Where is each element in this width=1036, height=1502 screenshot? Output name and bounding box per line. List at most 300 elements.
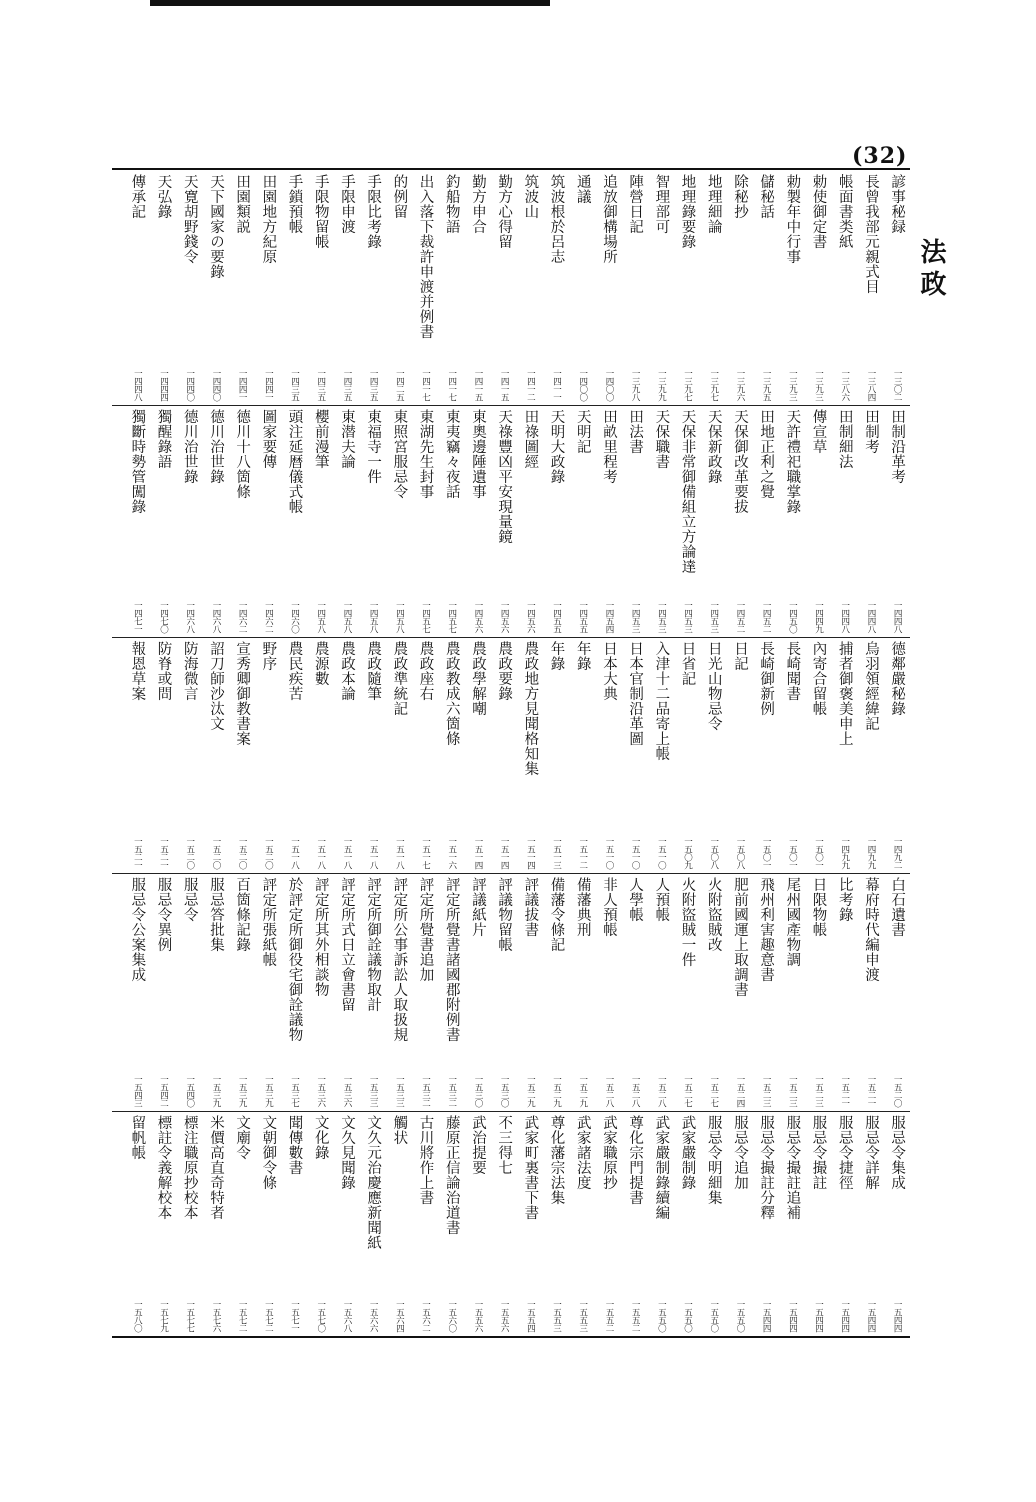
entry-page-number: 一五七二 [237, 1300, 248, 1332]
entry-page-number: 一五二七 [708, 1075, 719, 1107]
index-entry [596, 174, 622, 401]
entry-title: 人預帳 [653, 877, 670, 922]
entry-title: 櫻前漫筆 [312, 409, 329, 469]
entry-page-number: 一四三五 [368, 369, 379, 401]
index-entry [805, 641, 831, 869]
entry-title: 地理細論 [705, 174, 722, 234]
index-entry [779, 174, 805, 401]
entry-title: 評定所覺書諸國郡附例書 [443, 877, 460, 1042]
entry-page-number: 一五三〇 [472, 1075, 483, 1107]
entry-page-number: 一四一一 [551, 369, 562, 401]
index-band [112, 637, 910, 873]
entry-title: 防脊或問 [155, 641, 172, 701]
index-entry [596, 877, 622, 1107]
entry-title: 聞傳數書 [286, 1115, 303, 1175]
entry-title: 筑波根於呂志 [548, 174, 565, 264]
page-number: (32) [852, 143, 908, 169]
entry-page-number: 一四五八 [394, 601, 405, 633]
entry-title: 獨醒錄語 [155, 409, 172, 469]
index-entry [150, 409, 176, 633]
entry-title: 農政座右 [417, 641, 434, 701]
entry-title: 獨斷時勢管闖錄 [129, 409, 146, 514]
entry-page-number: 一四五三 [682, 601, 693, 633]
index-entry [831, 1115, 857, 1332]
entry-page-number: 一四五八 [368, 601, 379, 633]
index-entry [831, 877, 857, 1107]
entry-page-number: 一五三二 [446, 1075, 457, 1107]
entry-page-number: 一五一二 [577, 837, 588, 869]
index-entry [596, 1115, 622, 1332]
entry-title: 服忌令撮註追補 [784, 1115, 801, 1220]
index-table [112, 168, 910, 1338]
entry-title: 白石遺書 [889, 877, 906, 937]
entry-title: 服忌令追加 [731, 1115, 748, 1190]
entry-page-number: 一五四四 [761, 1300, 772, 1332]
index-entry [622, 409, 648, 633]
entry-title: 服忌令異例 [155, 877, 172, 952]
index-entry [517, 409, 543, 633]
entry-page-number: 一四五六 [499, 601, 510, 633]
entry-page-number: 一五二〇 [184, 837, 195, 869]
index-entry [491, 641, 517, 869]
index-entry [517, 877, 543, 1107]
index-entry [753, 174, 779, 401]
entry-page-number: 一五一四 [472, 837, 483, 869]
entry-page-number: 一五二三 [761, 1075, 772, 1107]
index-entry [203, 1115, 229, 1332]
entry-page-number: 一四五六 [525, 601, 536, 633]
entry-page-number: 一四五二 [734, 601, 745, 633]
entry-title: 陣營日記 [627, 174, 644, 234]
entry-page-number: 一五二九 [551, 1075, 562, 1107]
index-entry [622, 1115, 648, 1332]
entry-page-number: 一五二三 [787, 1075, 798, 1107]
entry-title: 田地正利之覺 [758, 409, 775, 499]
entry-page-number: 一四六八 [210, 601, 221, 633]
entry-page-number: 一四四一 [263, 369, 274, 401]
entry-title: 農民疾苦 [286, 641, 303, 701]
index-entry [779, 641, 805, 869]
entry-title: 頭注延暦儀式帳 [286, 409, 303, 514]
entry-title: 天保御改革要拔 [731, 409, 748, 514]
index-entry [412, 641, 438, 869]
index-entry [858, 174, 884, 401]
entry-title: 宣秀卿御教書案 [234, 641, 251, 746]
entry-page-number: 一四五〇 [787, 601, 798, 633]
index-entry [360, 641, 386, 869]
index-entry [124, 641, 150, 869]
index-entry [203, 174, 229, 401]
entry-page-number: 一五一〇 [656, 837, 667, 869]
entry-page-number: 一四五七 [420, 601, 431, 633]
entry-title: 文朝御令條 [260, 1115, 277, 1190]
entry-page-number: 一四五四 [603, 601, 614, 633]
entry-title: 內寄合留帳 [810, 641, 827, 716]
entry-page-number: 一四〇〇 [603, 369, 614, 401]
entry-title: 東奧邊陲遺事 [469, 409, 486, 499]
index-entry [831, 409, 857, 633]
entry-title: 文久元治慶應新聞紙 [365, 1115, 382, 1250]
entry-page-number: 一五三九 [263, 1075, 274, 1107]
entry-title: 田法書 [627, 409, 644, 454]
entry-title: 肥前國運上取調書 [731, 877, 748, 997]
entry-page-number: 一五一八 [315, 837, 326, 869]
index-band [112, 873, 910, 1111]
entry-page-number: 一三九九 [656, 369, 667, 401]
entry-title: 天寛胡野錢令 [181, 174, 198, 264]
entry-page-number: 一四六〇 [289, 601, 300, 633]
entry-page-number: 一四六八 [184, 601, 195, 633]
index-entry [124, 174, 150, 401]
index-entry [124, 877, 150, 1107]
index-entry [779, 1115, 805, 1332]
index-entry [700, 641, 726, 869]
entry-page-number: 一五〇八 [734, 837, 745, 869]
entry-page-number: 一五一八 [368, 837, 379, 869]
entry-title: 幕府時代編申渡 [862, 877, 879, 982]
index-entry [700, 409, 726, 633]
index-entry [543, 641, 569, 869]
entry-page-number: 一四四〇 [210, 369, 221, 401]
entry-title: 東照宮服忌令 [391, 409, 408, 499]
entry-page-number: 一五〇一 [761, 837, 772, 869]
entry-page-number: 一五二〇 [892, 1075, 903, 1107]
index-entry [727, 1115, 753, 1332]
entry-page-number: 一五七七 [184, 1300, 195, 1332]
index-entry [386, 877, 412, 1107]
index-entry [727, 409, 753, 633]
entry-title: 長崎聞書 [784, 641, 801, 701]
index-entry [412, 1115, 438, 1332]
index-entry [438, 409, 464, 633]
index-entry [465, 409, 491, 633]
entry-page-number: 一四七〇 [158, 601, 169, 633]
entry-title: 農政準統記 [391, 641, 408, 716]
index-entry [281, 409, 307, 633]
entry-page-number: 一三〇二 [892, 369, 903, 401]
index-entry [700, 1115, 726, 1332]
entry-page-number: 一五二八 [630, 1075, 641, 1107]
index-entry [569, 641, 595, 869]
entry-page-number: 一四二五 [394, 369, 405, 401]
entry-title: 農政隨筆 [365, 641, 382, 701]
entry-page-number: 一五一八 [394, 837, 405, 869]
index-entry [412, 877, 438, 1107]
entry-page-number: 一五五四 [525, 1300, 536, 1332]
entry-page-number: 一五二〇 [263, 837, 274, 869]
entry-title: 備藩典刑 [574, 877, 591, 937]
index-entry [229, 641, 255, 869]
entry-title: 農政要錄 [496, 641, 513, 701]
entry-page-number: 一五四四 [892, 1300, 903, 1332]
index-entry [805, 174, 831, 401]
index-entry [674, 409, 700, 633]
index-entry [674, 877, 700, 1107]
section-label: 法政 [916, 238, 946, 302]
index-entry [150, 1115, 176, 1332]
entry-title: 評定所其外相談物 [312, 877, 329, 997]
index-entry [622, 877, 648, 1107]
entry-title: 藤原正信論治道書 [443, 1115, 460, 1235]
entry-page-number: 一五七九 [158, 1300, 169, 1332]
entry-title: 服忌令詳解 [862, 1115, 879, 1190]
entry-title: 諺事秘録 [889, 174, 906, 234]
entry-page-number: 一五五〇 [734, 1300, 745, 1332]
index-entry [622, 174, 648, 401]
index-entry [386, 409, 412, 633]
index-entry [884, 641, 910, 869]
entry-page-number: 一五〇八 [708, 837, 719, 869]
entry-title: 勅製年中行事 [784, 174, 801, 264]
entry-title: 東潜夫論 [338, 409, 355, 469]
entry-page-number: 一四五三 [708, 601, 719, 633]
entry-title: 田園類説 [234, 174, 251, 234]
index-entry [805, 877, 831, 1107]
index-entry [858, 641, 884, 869]
index-entry [622, 641, 648, 869]
index-entry [386, 641, 412, 869]
index-entry [438, 877, 464, 1107]
entry-page-number: 一四五三 [656, 601, 667, 633]
index-entry [203, 641, 229, 869]
index-entry [281, 174, 307, 401]
entry-title: 田制考 [862, 409, 879, 454]
entry-title: 天保新政錄 [705, 409, 722, 484]
index-band [112, 1111, 910, 1336]
index-entry [648, 409, 674, 633]
entry-title: 帳面書类紙 [836, 174, 853, 249]
index-entry [831, 174, 857, 401]
index-entry [176, 1115, 202, 1332]
index-entry [491, 1115, 517, 1332]
index-entry [386, 174, 412, 401]
entry-title: 武家町裏書下書 [522, 1115, 539, 1220]
entry-page-number: 一五五〇 [682, 1300, 693, 1332]
entry-page-number: 一五二一 [839, 1075, 850, 1107]
entry-title: 尾州國產物調 [784, 877, 801, 967]
entry-page-number: 一五三七 [289, 1075, 300, 1107]
entry-page-number: 一五二〇 [210, 837, 221, 869]
entry-title: 文久見聞錄 [338, 1115, 355, 1190]
index-entry [700, 174, 726, 401]
index-entry [307, 1115, 333, 1332]
entry-title: 年錄 [548, 641, 565, 671]
index-entry [438, 1115, 464, 1332]
entry-title: 服忌令 [181, 877, 198, 922]
entry-title: 留帆帳 [129, 1115, 146, 1160]
index-entry [203, 409, 229, 633]
entry-title: 評議拔書 [522, 877, 539, 937]
entry-title: 天祿豐凶平安現量鏡 [496, 409, 513, 544]
index-entry [334, 1115, 360, 1332]
entry-title: 火附盜賊一件 [679, 877, 696, 967]
entry-page-number: 一五七六 [210, 1300, 221, 1332]
index-entry [386, 1115, 412, 1332]
entry-title: 服忌令撮註 [810, 1115, 827, 1190]
entry-title: 捕者御褒美申上 [836, 641, 853, 746]
entry-title: 天保非常御備組立方論達 [679, 409, 696, 574]
index-entry [543, 877, 569, 1107]
entry-page-number: 一五六二 [420, 1300, 431, 1332]
entry-title: 非人預帳 [600, 877, 617, 937]
entry-page-number: 一四五八 [315, 601, 326, 633]
entry-title: 人學帳 [627, 877, 644, 922]
index-entry [753, 1115, 779, 1332]
entry-page-number: 一四四四 [158, 369, 169, 401]
entry-title: 圖家要傳 [260, 409, 277, 469]
entry-title: 詔刀師沙汰文 [207, 641, 224, 731]
entry-title: 農源數 [312, 641, 329, 686]
entry-page-number: 一四五五 [577, 601, 588, 633]
entry-page-number: 一五四二 [158, 1075, 169, 1107]
entry-page-number: 一五三〇 [499, 1075, 510, 1107]
entry-title: 手限申渡 [338, 174, 355, 234]
index-entry [229, 877, 255, 1107]
entry-title: 勤方心得留 [496, 174, 513, 249]
entry-page-number: 一四五三 [630, 601, 641, 633]
entry-title: 服忌令集成 [889, 1115, 906, 1190]
entry-page-number: 一五〇九 [682, 837, 693, 869]
entry-page-number: 一五一四 [499, 837, 510, 869]
entry-title: 日限物帳 [810, 877, 827, 937]
entry-page-number: 一三八六 [839, 369, 850, 401]
entry-page-number: 一四〇〇 [577, 369, 588, 401]
index-band [112, 405, 910, 637]
entry-title: 東福寺一件 [365, 409, 382, 484]
index-entry [491, 409, 517, 633]
index-entry [255, 641, 281, 869]
entry-page-number: 一五六六 [368, 1300, 379, 1332]
entry-title: 武治提要 [469, 1115, 486, 1175]
entry-page-number: 一四四〇 [184, 369, 195, 401]
entry-title: 飛州利害趣意書 [758, 877, 775, 982]
entry-page-number: 一五二一 [865, 1075, 876, 1107]
entry-page-number: 一三九八 [630, 369, 641, 401]
index-entry [674, 641, 700, 869]
entry-page-number: 一五三九 [237, 1075, 248, 1107]
entry-page-number: 一四一二 [525, 369, 536, 401]
entry-title: 長曾我部元親式目 [862, 174, 879, 294]
entry-page-number: 一五六八 [341, 1300, 352, 1332]
entry-title: 智理部可 [653, 174, 670, 234]
index-entry [884, 409, 910, 633]
index-entry [491, 174, 517, 401]
entry-page-number: 一四四八 [865, 601, 876, 633]
index-entry [150, 877, 176, 1107]
entry-title: 服忌答批集 [207, 877, 224, 952]
entry-title: 東夷竊々夜話 [443, 409, 460, 499]
entry-title: 田祿圖經 [522, 409, 539, 469]
index-entry [753, 877, 779, 1107]
entry-title: 手限物留帳 [312, 174, 329, 249]
entry-title: 除秘抄 [731, 174, 748, 219]
entry-title: 野序 [260, 641, 277, 671]
entry-page-number: 一五五〇 [708, 1300, 719, 1332]
index-entry [779, 877, 805, 1107]
entry-page-number: 一四九九 [839, 837, 850, 869]
entry-title: 釣船物語 [443, 174, 460, 234]
entry-title: 勤方申合 [469, 174, 486, 234]
entry-title: 傳宣草 [810, 409, 827, 454]
entry-title: 通議 [574, 174, 591, 204]
entry-title: 尊化宗門提書 [627, 1115, 644, 1205]
entry-title: 長崎御新例 [758, 641, 775, 716]
entry-title: 於評定所御役宅御詮議物 [286, 877, 303, 1042]
index-entry [334, 409, 360, 633]
entry-title: 天明記 [574, 409, 591, 454]
entry-page-number: 一四五八 [341, 601, 352, 633]
index-entry [569, 409, 595, 633]
entry-page-number: 一三九七 [682, 369, 693, 401]
entry-title: 地理錄要錄 [679, 174, 696, 249]
index-entry [176, 641, 202, 869]
index-entry [884, 877, 910, 1107]
entry-page-number: 一四三五 [315, 369, 326, 401]
entry-page-number: 一五二九 [577, 1075, 588, 1107]
index-entry [648, 877, 674, 1107]
entry-title: 手鎖預帳 [286, 174, 303, 234]
index-entry [360, 174, 386, 401]
entry-page-number: 一五三九 [210, 1075, 221, 1107]
entry-title: 農政教成六箇條 [443, 641, 460, 746]
entry-page-number: 一五二〇 [237, 837, 248, 869]
entry-title: 勅使御定書 [810, 174, 827, 249]
index-entry [255, 174, 281, 401]
entry-title: 比考錄 [836, 877, 853, 922]
entry-title: 日記 [731, 641, 748, 671]
entry-title: 文廟令 [234, 1115, 251, 1160]
index-entry [831, 641, 857, 869]
entry-title: 評議紙片 [469, 877, 486, 937]
entry-page-number: 一四六二 [263, 601, 274, 633]
entry-title: 服忌令捷徑 [836, 1115, 853, 1190]
index-entry [674, 1115, 700, 1332]
entry-page-number: 一四一七 [420, 369, 431, 401]
index-entry [360, 1115, 386, 1332]
entry-page-number: 一五六四 [394, 1300, 405, 1332]
index-entry [412, 409, 438, 633]
entry-title: 德川治世錄 [181, 409, 198, 484]
index-entry [779, 409, 805, 633]
entry-title: 服忌令明細集 [705, 1115, 722, 1205]
entry-page-number: 一四四八 [892, 601, 903, 633]
entry-page-number: 一五五二 [630, 1300, 641, 1332]
index-entry [255, 1115, 281, 1332]
index-entry [255, 877, 281, 1107]
entry-page-number: 一四一五 [472, 369, 483, 401]
index-entry [203, 877, 229, 1107]
entry-page-number: 一五一八 [289, 837, 300, 869]
entry-page-number: 一五四四 [839, 1300, 850, 1332]
entry-page-number: 一四五七 [446, 601, 457, 633]
entry-page-number: 一四七一 [132, 601, 143, 633]
entry-title: 田畝里程考 [600, 409, 617, 484]
index-entry [805, 409, 831, 633]
index-entry [176, 174, 202, 401]
index-entry [727, 877, 753, 1107]
entry-page-number: 一五四〇 [184, 1075, 195, 1107]
entry-title: 評定所式日立會書留 [338, 877, 355, 1012]
entry-page-number: 一五二八 [603, 1075, 614, 1107]
index-entry [465, 641, 491, 869]
entry-title: 武家諸法度 [574, 1115, 591, 1190]
index-entry [648, 641, 674, 869]
index-entry [150, 174, 176, 401]
entry-title: 田制沿革考 [889, 409, 906, 484]
index-entry [858, 877, 884, 1107]
index-entry [438, 641, 464, 869]
entry-page-number: 一五六〇 [446, 1300, 457, 1332]
